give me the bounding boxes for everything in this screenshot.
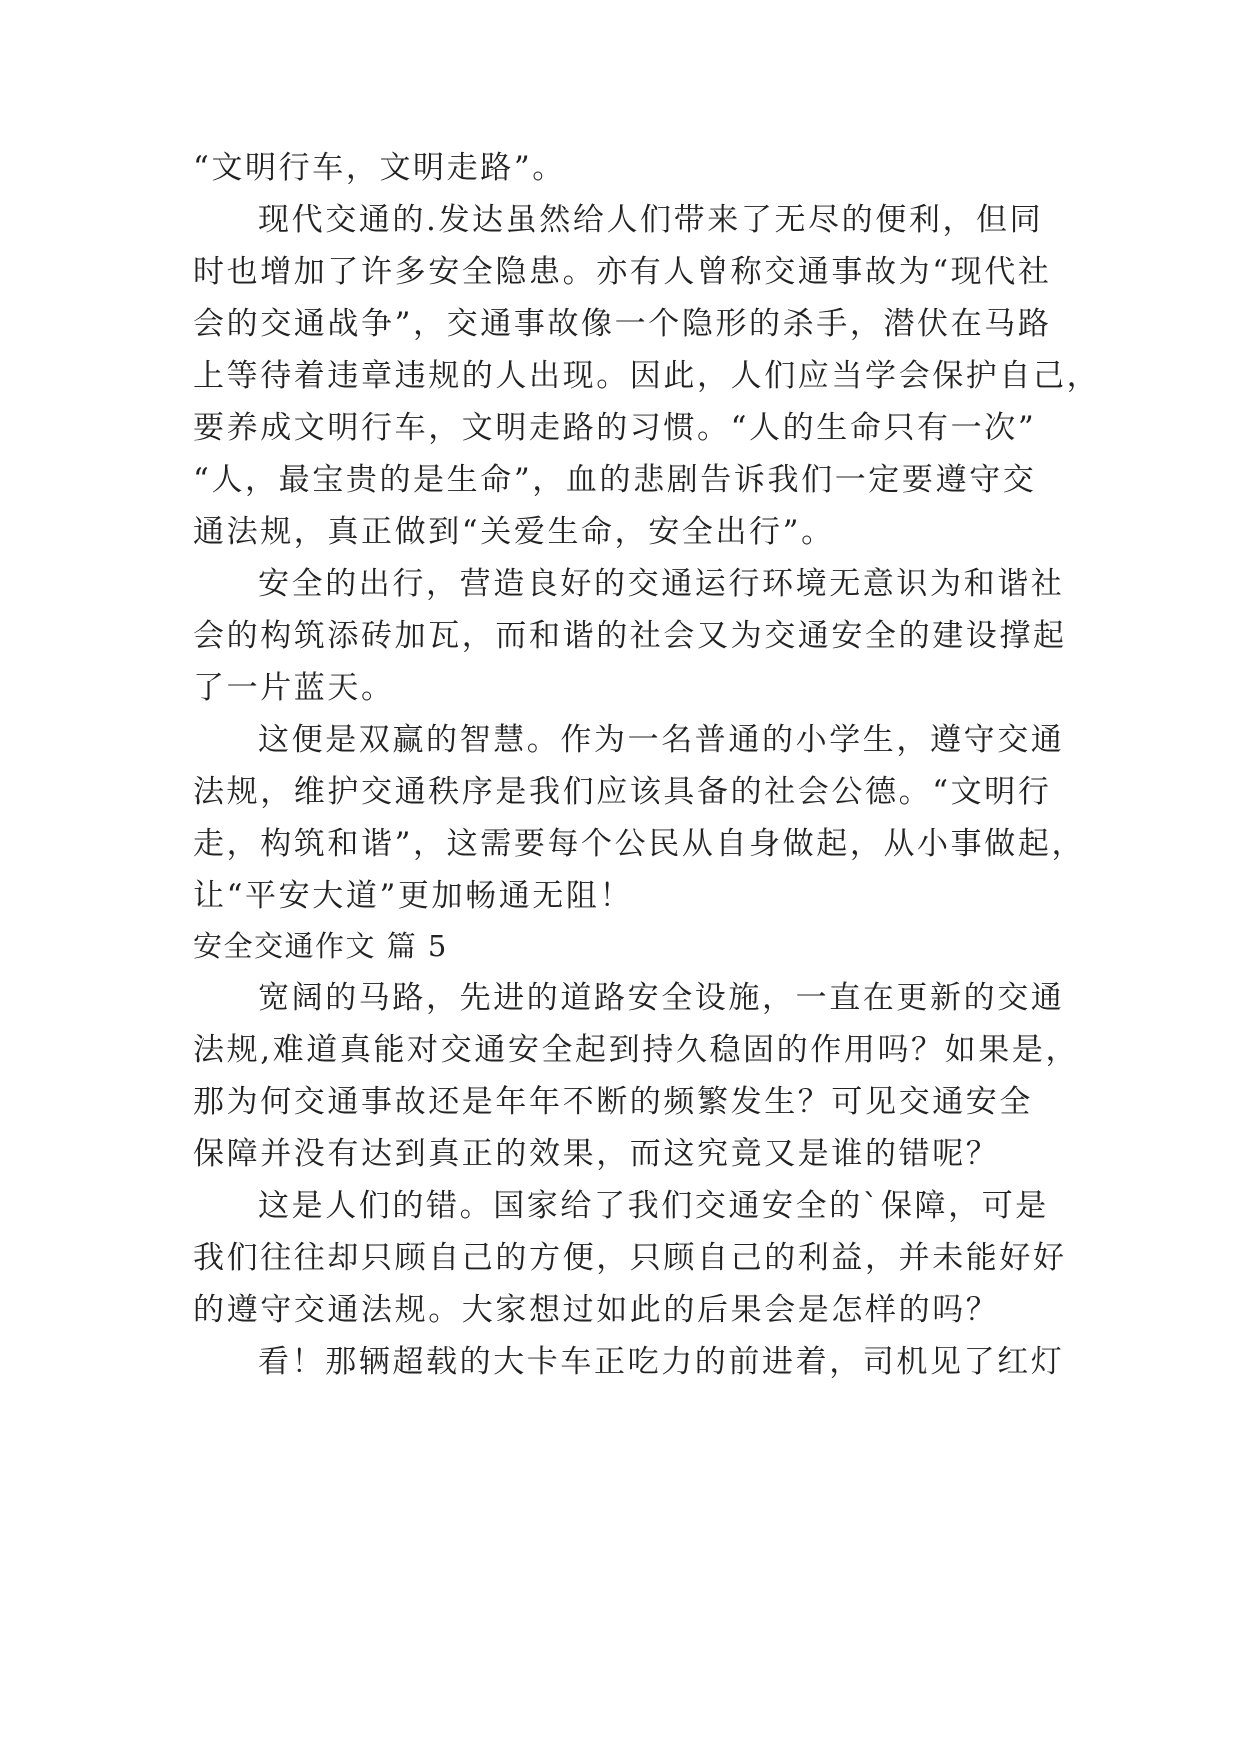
text-line: 上等待着违章违规的人出现。因此，人们应当学会保护自己，: [193, 358, 1101, 394]
text-line: 那为何交通事故还是年年不断的频繁发生？可见交通安全: [193, 1084, 1033, 1120]
paragraph-start-line: 这便是双赢的智慧。作为一名普通的小学生，遵守交通: [258, 722, 1065, 758]
text-line: 会的交通战争”，交通事故像一个隐形的杀手，潜伏在马路: [193, 306, 1052, 342]
text-line: 的遵守交通法规。大家想过如此的后果会是怎样的吗？: [193, 1292, 1000, 1328]
text-line: 时也增加了许多安全隐患。亦有人曾称交通事故为“现代社: [193, 254, 1052, 290]
text-line: “文明行车，文明走路”。: [193, 150, 566, 186]
text-line: “人，最宝贵的是生命”，血的悲剧告诉我们一定要遵守交: [193, 462, 1037, 498]
text-line: 我们往往却只顾自己的方便，只顾自己的利益，并未能好好: [193, 1240, 1067, 1276]
paragraph-start-line: 安全的出行，营造良好的交通运行环境无意识为和谐社: [258, 566, 1065, 602]
text-line: 法规,难道真能对交通安全起到持久稳固的作用吗？如果是，: [193, 1032, 1080, 1068]
section-heading: 安全交通作文 篇 5: [193, 929, 448, 963]
text-line: 保障并没有达到真正的效果，而这究竟又是谁的错呢？: [193, 1136, 1000, 1172]
paragraph-start-line: 看！那辆超载的大卡车正吃力的前进着，司机见了红灯: [258, 1344, 1065, 1380]
text-line: 让“平安大道”更加畅通无阻！: [193, 878, 634, 914]
text-line: 通法规，真正做到“关爱生命，安全出行”。: [193, 514, 835, 550]
paragraph-start-line: 现代交通的.发达虽然给人们带来了无尽的便利，但同: [258, 202, 1044, 238]
paragraph-start-line: 这是人们的错。国家给了我们交通安全的`保障，可是: [258, 1188, 1049, 1224]
text-line: 了一片蓝天。: [193, 670, 395, 706]
text-line: 走，构筑和谐”，这需要每个公民从自身做起，从小事做起，: [193, 826, 1086, 862]
text-line: 要养成文明行车，文明走路的习惯。“人的生命只有一次”: [193, 410, 1037, 446]
paragraph-start-line: 宽阔的马路，先进的道路安全设施，一直在更新的交通: [258, 980, 1065, 1016]
text-line: 法规，维护交通秩序是我们应该具备的社会公德。“文明行: [193, 774, 1052, 810]
text-line: 会的构筑添砖加瓦，而和谐的社会又为交通安全的建设撑起: [193, 618, 1067, 654]
